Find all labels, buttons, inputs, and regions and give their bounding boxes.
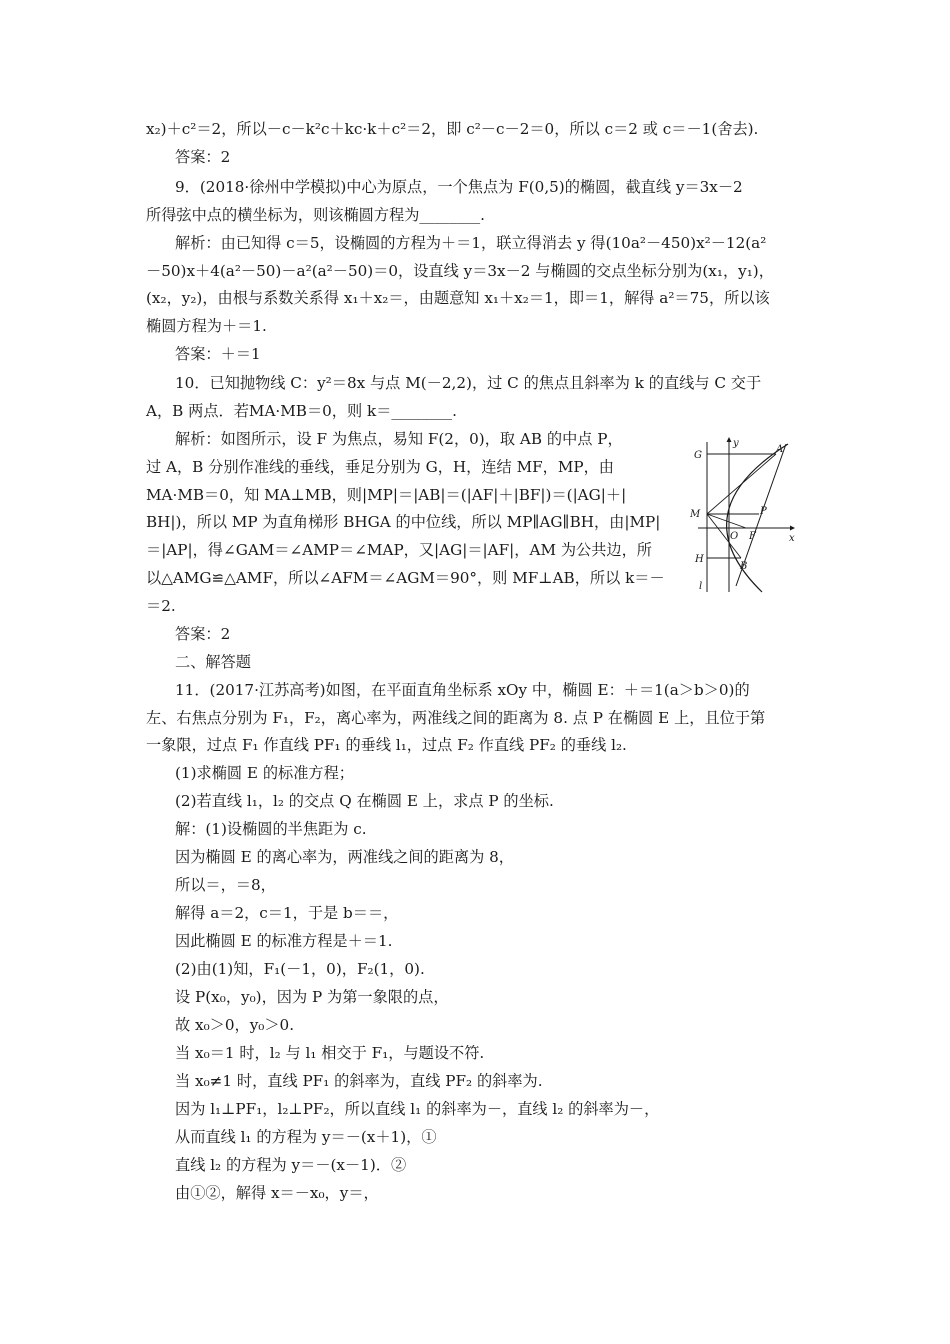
- problem-11-part-1: (1)求椭圆 E 的标准方程；: [175, 764, 354, 782]
- problem-11-line-3: 一象限，过点 F₁ 作直线 PF₁ 的垂线 l₁，过点 F₂ 作直线 PF₂ 的垂线 l₂.: [146, 736, 627, 754]
- problem-9-line-2: 所得弦中点的横坐标为，则该椭圆方程为________.: [146, 206, 485, 224]
- solution-11-line-8: 故 x₀＞0，y₀＞0.: [175, 1016, 295, 1034]
- solution-11-line-12: 从而直线 l₁ 的方程为 y＝－(x＋1)，①: [175, 1128, 437, 1146]
- answer-line-9: 答案：＋＝1: [175, 345, 261, 363]
- solution-10-line-4: BH|)，所以 MP 为直角梯形 BHGA 的中位线，所以 MP∥AG∥BH，由|MP|: [146, 513, 661, 531]
- x-axis-arrow: [790, 526, 795, 531]
- problem-11-line-1: 11．(2017·江苏高考)如图，在平面直角坐标系 xOy 中，椭圆 E：＋＝1(a＞b＞0)的: [175, 681, 750, 699]
- label-h: H: [695, 554, 704, 565]
- solution-9-line-2: －50)x＋4(a²－50)－a²(a²－50)＝0，设直线 y＝3x－2 与椭圆的交点坐标分别为(x₁，y₁)，: [146, 262, 774, 280]
- solution-11-line-4: 解得 a＝2，c＝1，于是 b＝＝，: [175, 904, 399, 922]
- solution-10-line-5: ＝|AP|，得∠GAM＝∠AMP＝∠MAP，又|AG|＝|AF|，AM 为公共边，所: [146, 541, 652, 559]
- solution-11-line-2: 因为椭圆 E 的离心率为，两准线之间的距离为 8，: [175, 848, 514, 866]
- solution-10-line-3: MA·MB＝0，知 MA⊥MB，则|MP|＝|AB|＝(|AF|＋|BF|)＝(|AG|＋|: [146, 486, 627, 504]
- solution-9-line-1: 解析：由已知得 c＝5，设椭圆的方程为＋＝1，联立得消去 y 得(10a²－450)x²－12(a²: [175, 234, 767, 252]
- label-f: F: [749, 531, 756, 542]
- label-p: P: [760, 506, 767, 517]
- solution-11-line-7: 设 P(x₀，y₀)，因为 P 为第一象限的点，: [175, 988, 449, 1006]
- problem-11-part-2: (2)若直线 l₁，l₂ 的交点 Q 在椭圆 E 上，求点 P 的坐标.: [175, 792, 554, 810]
- solution-11-line-10: 当 x₀≠1 时，直线 PF₁ 的斜率为，直线 PF₂ 的斜率为.: [175, 1072, 543, 1090]
- solution-11-line-6: (2)由(1)知，F₁(－1，0)，F₂(1，0).: [175, 960, 425, 978]
- answer-line-8: 答案：2: [175, 148, 231, 166]
- segment-ma: [707, 454, 776, 514]
- problem-11-line-2: 左、右焦点分别为 F₁，F₂，离心率为，两准线之间的距离为 8. 点 P 在椭圆 E 上，且位于第: [146, 709, 766, 727]
- label-a: A: [776, 444, 784, 455]
- solution-11-line-1: 解：(1)设椭圆的半焦距为 c.: [175, 820, 367, 838]
- solution-10-line-7: ＝2.: [146, 597, 176, 615]
- parabola-curve: [727, 444, 788, 592]
- parabola-figure: [676, 436, 800, 596]
- label-x: x: [789, 533, 795, 544]
- solution-11-line-3: 所以＝，＝8，: [175, 876, 276, 894]
- solution-10-line-1: 解析：如图所示，设 F 为焦点，易知 F(2，0)，取 AB 的中点 P，: [175, 430, 623, 448]
- solution-10-line-6: 以△AMG≌△AMF，所以∠AFM＝∠AGM＝90°，则 MF⊥AB，所以 k＝－: [146, 569, 665, 587]
- label-o: O: [730, 531, 739, 542]
- label-g: G: [694, 450, 702, 461]
- section-heading: 二、解答题: [175, 653, 251, 671]
- solution-9-line-3: (x₂，y₂)，由根与系数关系得 x₁＋x₂＝，由题意知 x₁＋x₂＝1，即＝1，解得 a²＝75，所以该: [146, 289, 770, 307]
- answer-line-10: 答案：2: [175, 625, 231, 643]
- label-l: l: [699, 581, 703, 592]
- solution-11-line-9: 当 x₀＝1 时，l₂ 与 l₁ 相交于 F₁，与题设不符.: [175, 1044, 485, 1062]
- solution-9-line-4: 椭圆方程为＋＝1.: [146, 317, 267, 335]
- text-line-1: x₂)＋c²＝2，所以－c－k²c＋kc·k＋c²＝2，即 c²－c－2＝0，所以 c＝2 或 c＝－1(舍去).: [146, 120, 759, 138]
- solution-11-line-13: 直线 l₂ 的方程为 y＝－(x－1)．②: [175, 1156, 407, 1174]
- problem-10-line-1: 10．已知抛物线 C：y²＝8x 与点 M(－2,2)，过 C 的焦点且斜率为 k 的直线与 C 交于: [175, 374, 762, 392]
- solution-10-line-2: 过 A，B 分别作准线的垂线，垂足分别为 G，H，连结 MF，MP，由: [146, 458, 614, 476]
- label-m: M: [690, 509, 701, 520]
- label-b: B: [740, 561, 748, 572]
- label-y: y: [733, 438, 739, 449]
- problem-9-line-1: 9．(2018·徐州中学模拟)中心为原点，一个焦点为 F(0,5)的椭圆，截直线 y＝3x－2: [175, 178, 743, 196]
- solution-11-line-5: 因此椭圆 E 的标准方程是＋＝1.: [175, 932, 393, 950]
- problem-10-line-2: A，B 两点．若MA·MB＝0，则 k＝________.: [146, 402, 457, 420]
- parabola-diagram: [676, 436, 800, 596]
- solution-11-line-14: 由①②，解得 x＝－x₀，y＝，: [175, 1184, 379, 1202]
- y-axis-arrow: [727, 437, 732, 442]
- solution-11-line-11: 因为 l₁⊥PF₁，l₂⊥PF₂，所以直线 l₁ 的斜率为－，直线 l₂ 的斜率为－，: [175, 1100, 660, 1118]
